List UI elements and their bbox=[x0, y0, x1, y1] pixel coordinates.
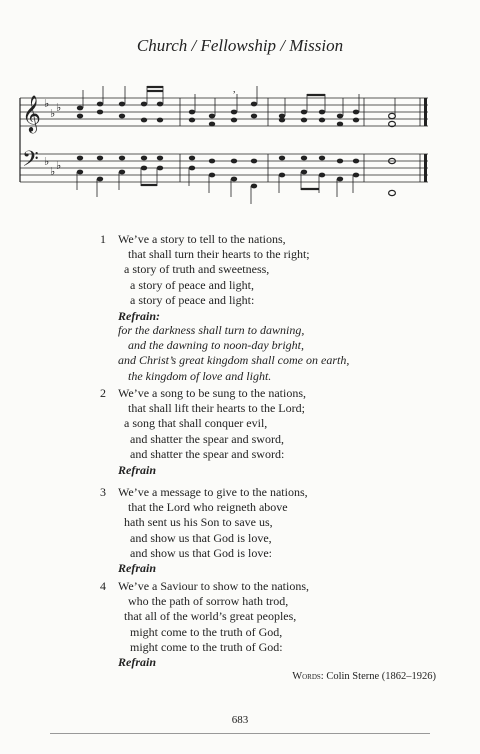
treble-clef: 𝄞 bbox=[22, 94, 41, 132]
refrain-line: and the dawning to noon-day bright, bbox=[128, 338, 304, 353]
verse-line: hath sent us his Son to save us, bbox=[124, 515, 273, 530]
refrain-line: and Christ’s great kingdom shall come on earth, bbox=[118, 353, 350, 368]
verse-line: and show us that God is love: bbox=[130, 545, 272, 560]
svg-text:♭: ♭ bbox=[56, 159, 62, 172]
breath-mark: , bbox=[233, 84, 236, 95]
verse-line: We’ve a message to give to the nations, bbox=[118, 485, 308, 499]
words-credit bbox=[292, 671, 436, 682]
refrain-line: for the darkness shall turn to dawning, bbox=[118, 323, 305, 337]
final-barline bbox=[424, 98, 427, 182]
verse-line: who the path of sorrow hath trod, bbox=[128, 594, 289, 609]
svg-text:♭: ♭ bbox=[50, 165, 56, 178]
notes bbox=[77, 102, 396, 196]
credit-author: Colin Sterne (1862–1926) bbox=[326, 671, 436, 682]
page-number: 683 bbox=[231, 714, 249, 726]
svg-text:♭: ♭ bbox=[44, 97, 50, 110]
verse-line: a story of truth and sweetness, bbox=[124, 262, 270, 277]
verse-line: that the Lord who reigneth above bbox=[128, 500, 288, 515]
verse-number: 2 bbox=[100, 386, 106, 400]
verse-number: 4 bbox=[100, 579, 106, 593]
music-score bbox=[0, 0, 480, 220]
verse-line: might come to the truth of God: bbox=[130, 639, 283, 654]
refrain-label: Refrain bbox=[118, 463, 157, 477]
refrain-line: the kingdom of love and light. bbox=[128, 368, 272, 383]
verse-number: 3 bbox=[100, 485, 106, 499]
verse-number: 1 bbox=[100, 232, 106, 246]
verse-line: and show us that God is love, bbox=[130, 530, 272, 545]
verse-line: might come to the truth of God, bbox=[130, 624, 283, 639]
section-title: Church / Fellowship / Mission bbox=[136, 36, 344, 55]
svg-text:♭: ♭ bbox=[44, 155, 50, 168]
verse-line: that shall turn their hearts to the right; bbox=[128, 247, 310, 262]
refrain-label: Refrain: bbox=[118, 309, 160, 323]
credit-label: Words: bbox=[292, 671, 324, 682]
bass-clef: 𝄢 bbox=[22, 147, 39, 177]
verse-line: a song that shall conquer evil, bbox=[124, 416, 268, 431]
verse-line: and shatter the spear and sword, bbox=[130, 431, 284, 446]
verse-line: We’ve a song to be sung to the nations, bbox=[118, 386, 306, 400]
beams bbox=[141, 87, 325, 189]
refrain-text bbox=[118, 323, 349, 384]
refrain-label: Refrain bbox=[118, 655, 157, 669]
footer-rule bbox=[50, 733, 430, 734]
verse-line: We’ve a Saviour to show to the nations, bbox=[118, 579, 309, 593]
verse-line: a story of peace and light: bbox=[130, 292, 255, 307]
verse-line: that shall lift their hearts to the Lord; bbox=[128, 401, 305, 416]
barlines bbox=[180, 98, 420, 182]
refrain-label: Refrain bbox=[118, 561, 157, 575]
svg-text:♭: ♭ bbox=[50, 107, 56, 120]
stems bbox=[77, 86, 395, 204]
verse-line: that all of the world’s great peoples, bbox=[124, 609, 297, 624]
verse-line: We’ve a story to tell to the nations, bbox=[118, 232, 286, 246]
verse-line: and shatter the spear and sword: bbox=[130, 446, 285, 461]
svg-text:♭: ♭ bbox=[56, 101, 62, 114]
treble-staff bbox=[20, 98, 428, 126]
key-signature bbox=[44, 97, 61, 178]
verse-line: a story of peace and light, bbox=[130, 277, 254, 292]
